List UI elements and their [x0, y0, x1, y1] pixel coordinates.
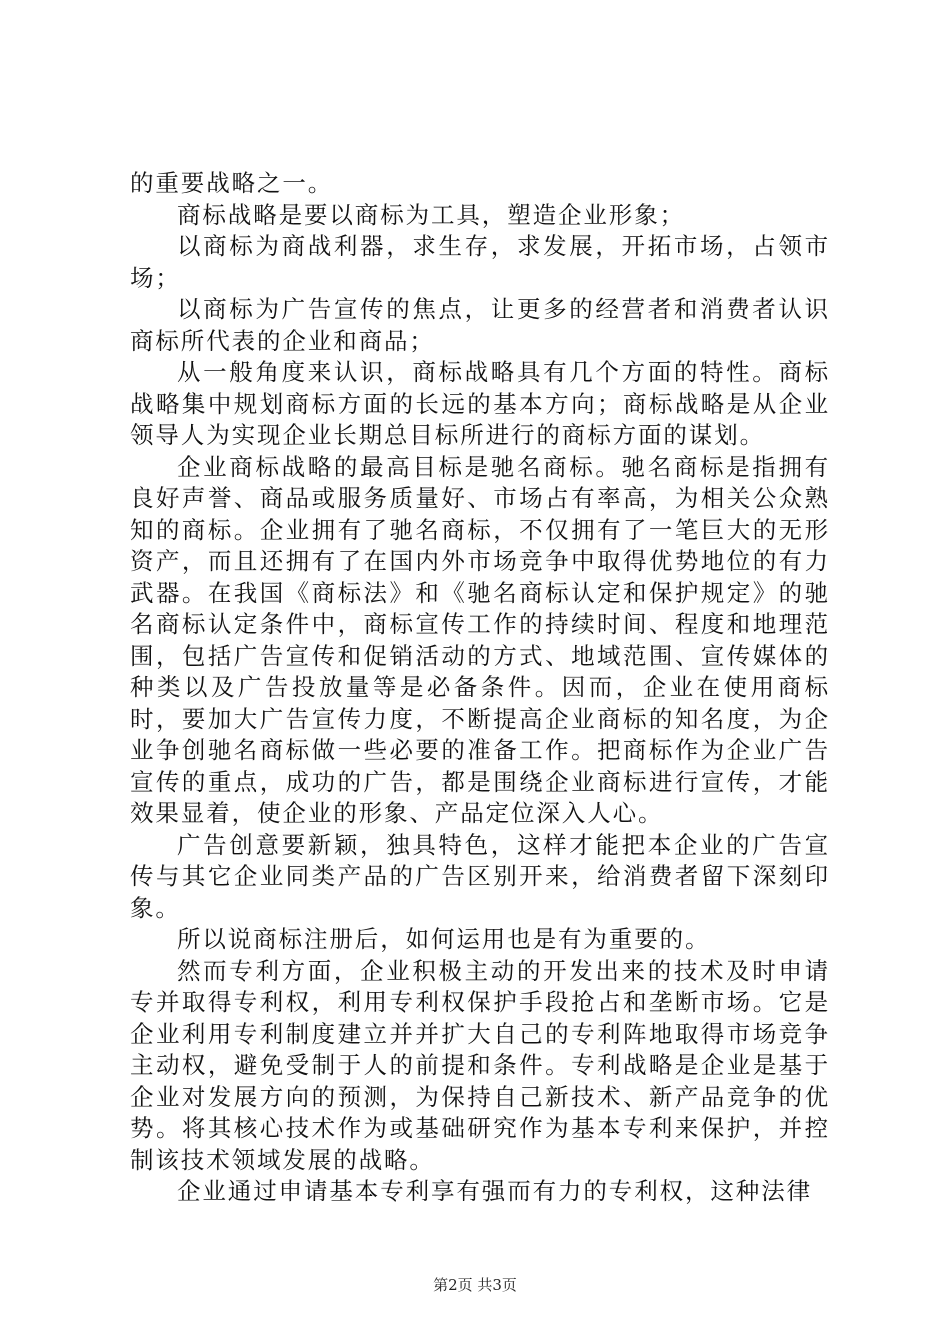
- paragraph: 以商标为广告宣传的焦点，让更多的经营者和消费者认识商标所代表的企业和商品；: [130, 295, 830, 355]
- paragraph: 的重要战略之一。: [130, 169, 334, 197]
- paragraph: 然而专利方面，企业积极主动的开发出来的技术及时申请专并取得专利权，利用专利权保护手段抢占和垄断市场。它是企业利用专利制度建立并并扩大自己的专利阵地取得市场竞争主动权，避免受制于人的前提和条件。专利战略是企业是基于企业对发展方向的预测，为保持自己新技术、新产品竞争的优势。将其核心技术作为或基础研究作为基本专利来保护，并控制该技术领域发展的战略。: [130, 956, 830, 1174]
- document-body: [130, 168, 830, 1208]
- paragraph: 企业通过申请基本专利享有强而有力的专利权，这种法律: [177, 1177, 812, 1205]
- paragraph: 从一般角度来认识，商标战略具有几个方面的特性。商标战略集中规划商标方面的长远的基本方向；商标战略是从企业领导人为实现企业长期总目标所进行的商标方面的谋划。: [130, 358, 830, 449]
- paragraph: 商标战略是要以商标为工具，塑造企业形象；: [177, 200, 685, 229]
- page-number-footer: 第2页 共3页: [433, 1276, 517, 1294]
- paragraph: 所以说商标注册后，如何运用也是有为重要的。: [177, 925, 711, 953]
- paragraph: 广告创意要新颖，独具特色，这样才能把本企业的广告宣传与其它企业同类产品的广告区别开来，给消费者留下深刻印象。: [130, 830, 830, 922]
- paragraph: 企业商标战略的最高目标是驰名商标。驰名商标是指拥有良好声誉、商品或服务质量好、市场占有率高，为相关公众熟知的商标。企业拥有了驰名商标，不仅拥有了一笔巨大的无形资产，而且还拥有了在国内外市场竞争中取得优势地位的有力武器。在我国《商标法》和《驰名商标认定和保护规定》的驰名商标认定条件中，商标宣传工作的持续时间、程度和地理范围，包括广告宣传和促销活动的方式、地域范围、宣传媒体的种类以及广告投放量等是必备条件。因而，企业在使用商标时，要加大广告宣传力度，不断提高企业商标的知名度，为企业争创驰名商标做一些必要的准备工作。把商标作为企业广告宣传的重点，成功的广告，都是围绕企业商标进行宣传，才能效果显着，使企业的形象、产品定位深入人心。: [130, 452, 830, 827]
- paragraph: 以商标为商战利器，求生存，求发展，开拓市场，占领市场；: [130, 232, 830, 292]
